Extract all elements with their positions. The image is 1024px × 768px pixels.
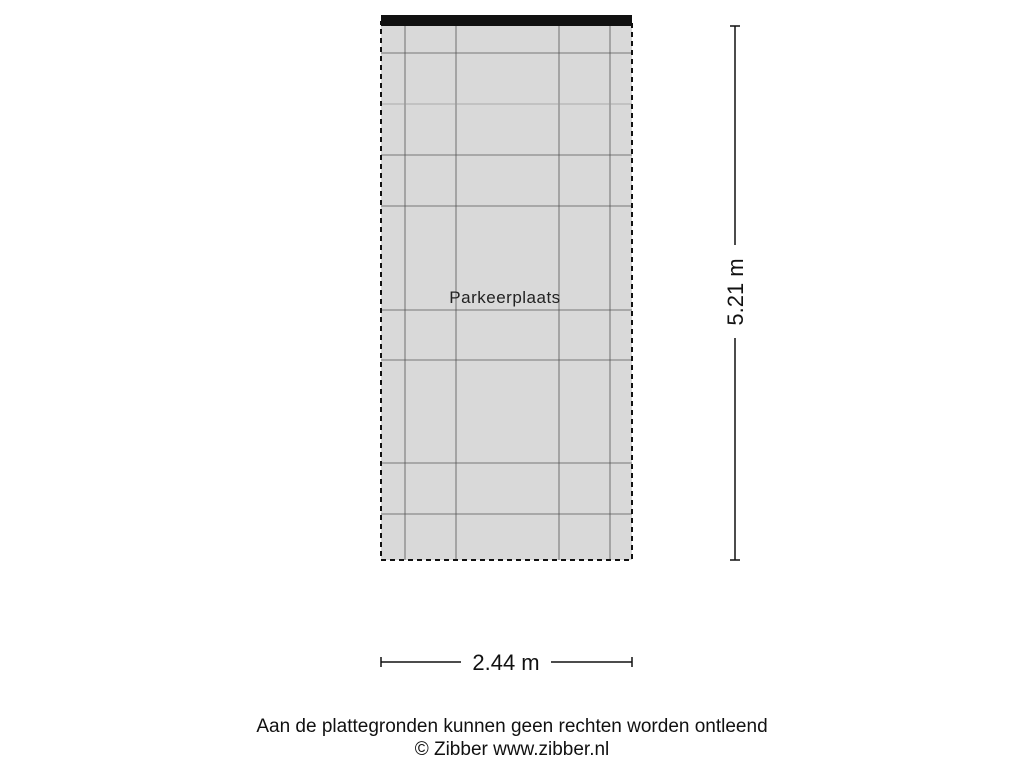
width-dimension-label: 2.44 m bbox=[472, 650, 540, 675]
footer-disclaimer: Aan de plattegronden kunnen geen rechten worden ontleend bbox=[256, 716, 768, 737]
footer-copyright: © Zibber www.zibber.nl bbox=[414, 739, 610, 760]
height-dimension-label: 5.21 m bbox=[723, 258, 748, 326]
room-label: Parkeerplaats bbox=[449, 288, 561, 307]
wall bbox=[381, 15, 632, 26]
